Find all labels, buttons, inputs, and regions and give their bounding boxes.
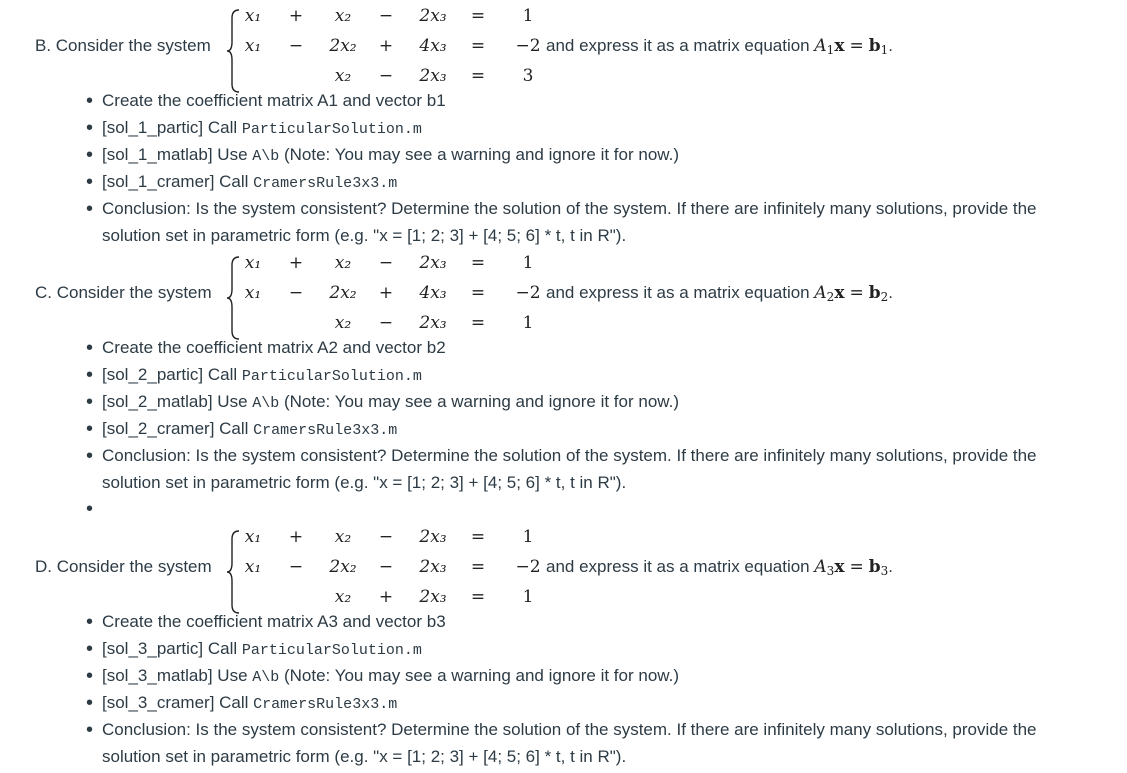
bullet-icon: •	[86, 198, 94, 220]
equation-term: =	[470, 253, 486, 273]
equation-term: x₂	[334, 527, 352, 547]
vector-b: b	[868, 36, 881, 56]
conclusion-line: solution set in parametric form (e.g. "x = [1; 2; 3] + [4; 5; 6] * t, t in R").	[102, 747, 627, 766]
bullet-icon: •	[86, 719, 94, 741]
equation-term: +	[378, 283, 394, 303]
equation-term: 2x₃	[419, 313, 447, 333]
matrix-equation	[814, 557, 888, 577]
equation-term: 1	[522, 6, 534, 26]
equation-term: −	[378, 527, 394, 547]
equation-term: x₂	[334, 587, 352, 607]
vector-subscript: 3	[880, 564, 889, 578]
equation-term: −	[288, 557, 304, 577]
equation-term: +	[288, 253, 304, 273]
equation-term: =	[470, 36, 486, 56]
equation-term: =	[470, 283, 486, 303]
bullet-icon: •	[86, 90, 94, 112]
code-snippet: A\b	[252, 395, 280, 412]
equation-term: x₁	[244, 557, 262, 577]
conclusion-line: solution set in parametric form (e.g. "x = [1; 2; 3] + [4; 5; 6] * t, t in R").	[102, 226, 627, 245]
code-snippet: CramersRule3x3.m	[253, 175, 398, 192]
equation-term: =	[470, 66, 486, 86]
equation-term: −	[378, 253, 394, 273]
task-text	[102, 141, 1102, 170]
equation-term: −	[378, 557, 394, 577]
code-snippet: ParticularSolution.m	[241, 642, 422, 659]
task-note: (Note: You may see a warning and ignore it for now.)	[279, 666, 679, 685]
vector-x: x	[834, 557, 845, 577]
task-label: [sol_3_matlab] Use	[102, 666, 253, 685]
code-snippet: A\b	[252, 148, 280, 165]
vector-subscript: 2	[880, 290, 889, 304]
matrix-equation	[814, 283, 888, 303]
task-label: [sol_3_cramer] Call	[102, 693, 254, 712]
matrix-equation-prompt: and express it as a matrix equation $A_1x = b_1$.	[546, 36, 893, 57]
task-label: [sol_1_matlab] Use	[102, 145, 253, 164]
matrix-subscript: 1	[826, 43, 835, 57]
equation-term: =	[470, 313, 486, 333]
equation-term: 2x₃	[419, 587, 447, 607]
bullet-icon: •	[86, 117, 94, 139]
task-label: [sol_1_cramer] Call	[102, 172, 254, 191]
bullet-icon: •	[86, 364, 94, 386]
equation-term: x₂	[334, 313, 352, 333]
matrix-equation-prompt: and express it as a matrix equation $A_3x = b_3$.	[546, 557, 893, 578]
vector-subscript: 1	[880, 43, 889, 57]
matrix-subscript: 3	[826, 564, 835, 578]
task-label: Create the coefficient matrix A3 and vector b3	[102, 612, 446, 631]
equation-term: −	[288, 36, 304, 56]
equation-term: 2x₃	[419, 66, 447, 86]
equation-term: 3	[522, 66, 534, 86]
equation-term: −	[378, 313, 394, 333]
equation-term: 2x₃	[419, 6, 447, 26]
equation-term: −	[288, 283, 304, 303]
equation-term: x₂	[334, 6, 352, 26]
matrix-equation	[814, 36, 888, 56]
task-text	[102, 334, 1102, 361]
equation-term: =	[470, 587, 486, 607]
bullet-icon: •	[86, 445, 94, 467]
equals-sign: =	[849, 557, 864, 577]
matrix-symbol: A	[814, 36, 827, 56]
equation-term: x₁	[244, 527, 262, 547]
conclusion-line: solution set in parametric form (e.g. "x = [1; 2; 3] + [4; 5; 6] * t, t in R").	[102, 473, 627, 492]
equation-term: 2x₂	[329, 36, 357, 56]
equation-term: x₁	[244, 253, 262, 273]
equation-term: 1	[522, 587, 534, 607]
code-snippet: ParticularSolution.m	[241, 368, 422, 385]
bullet-icon: •	[86, 337, 94, 359]
equals-sign: =	[849, 283, 864, 303]
equation-term: 1	[522, 527, 534, 547]
bullet-icon: •	[86, 418, 94, 440]
task-text	[102, 635, 1102, 664]
matrix-symbol: A	[814, 283, 827, 303]
task-text	[102, 361, 1102, 390]
equation-term: −2	[515, 36, 541, 56]
task-text	[102, 442, 1102, 496]
equation-term: 1	[522, 313, 534, 333]
equation-term: =	[470, 6, 486, 26]
bullet-icon: •	[86, 692, 94, 714]
task-label: [sol_1_partic] Call	[102, 118, 242, 137]
vector-b: b	[868, 283, 881, 303]
task-label: [sol_2_cramer] Call	[102, 419, 254, 438]
system-intro: D. Consider the system	[35, 557, 212, 576]
task-label: Create the coefficient matrix A2 and vector b2	[102, 338, 446, 357]
equation-term: x₂	[334, 253, 352, 273]
task-text	[102, 114, 1102, 143]
task-text	[102, 388, 1102, 417]
equation-term: −2	[515, 283, 541, 303]
task-text	[102, 608, 1102, 635]
vector-b: b	[868, 557, 881, 577]
task-label: Create the coefficient matrix A1 and vector b1	[102, 91, 446, 110]
equation-term: −2	[515, 557, 541, 577]
bullet-icon: •	[86, 498, 94, 520]
equation-term: 2x₃	[419, 557, 447, 577]
equation-term: x₁	[244, 6, 262, 26]
task-text	[102, 168, 1102, 197]
task-note: (Note: You may see a warning and ignore it for now.)	[279, 392, 679, 411]
equation-term: 4x₃	[419, 36, 447, 56]
task-text	[102, 716, 1102, 770]
task-text	[102, 689, 1102, 718]
code-snippet: ParticularSolution.m	[241, 121, 422, 138]
code-snippet: CramersRule3x3.m	[253, 422, 398, 439]
matrix-equation-prompt: and express it as a matrix equation $A_2x = b_2$.	[546, 283, 893, 304]
conclusion-line: Conclusion: Is the system consistent? Determine the solution of the system. If there are infinitely many solutions, provide the	[102, 446, 1037, 465]
equation-term: 4x₃	[419, 283, 447, 303]
system-intro: C. Consider the system	[35, 283, 212, 302]
equation-term: +	[288, 527, 304, 547]
equation-term: +	[378, 587, 394, 607]
bullet-icon: •	[86, 665, 94, 687]
bullet-icon: •	[86, 171, 94, 193]
matrix-symbol: A	[814, 557, 827, 577]
prompt-text: and express it as a matrix equation	[546, 283, 810, 302]
prompt-text: and express it as a matrix equation	[546, 36, 810, 55]
bullet-icon: •	[86, 638, 94, 660]
conclusion-line: Conclusion: Is the system consistent? Determine the solution of the system. If there are infinitely many solutions, provide the	[102, 199, 1037, 218]
task-label: [sol_3_partic] Call	[102, 639, 242, 658]
code-snippet: A\b	[252, 669, 280, 686]
task-text	[102, 662, 1102, 691]
equation-term: =	[470, 527, 486, 547]
equation-term: +	[378, 36, 394, 56]
code-snippet: CramersRule3x3.m	[253, 696, 398, 713]
task-text	[102, 415, 1102, 444]
system-intro: B. Consider the system	[35, 36, 211, 55]
conclusion-line: Conclusion: Is the system consistent? Determine the solution of the system. If there are infinitely many solutions, provide the	[102, 720, 1037, 739]
matrix-subscript: 2	[826, 290, 835, 304]
prompt-text: and express it as a matrix equation	[546, 557, 810, 576]
vector-x: x	[834, 36, 845, 56]
equation-term: =	[470, 557, 486, 577]
equation-term: −	[378, 6, 394, 26]
bullet-icon: •	[86, 611, 94, 633]
equation-term: +	[288, 6, 304, 26]
task-label: [sol_2_matlab] Use	[102, 392, 253, 411]
equation-term: 2x₂	[329, 283, 357, 303]
task-note: (Note: You may see a warning and ignore it for now.)	[279, 145, 679, 164]
vector-x: x	[834, 283, 845, 303]
equation-term: 1	[522, 253, 534, 273]
equation-term: x₁	[244, 283, 262, 303]
equation-term: 2x₃	[419, 253, 447, 273]
task-label: [sol_2_partic] Call	[102, 365, 242, 384]
equals-sign: =	[849, 36, 864, 56]
equation-term: x₂	[334, 66, 352, 86]
equation-term: −	[378, 66, 394, 86]
task-text	[102, 195, 1102, 249]
equation-term: 2x₃	[419, 527, 447, 547]
equation-term: 2x₂	[329, 557, 357, 577]
bullet-icon: •	[86, 391, 94, 413]
task-text	[102, 87, 1102, 114]
bullet-icon: •	[86, 144, 94, 166]
equation-term: x₁	[244, 36, 262, 56]
